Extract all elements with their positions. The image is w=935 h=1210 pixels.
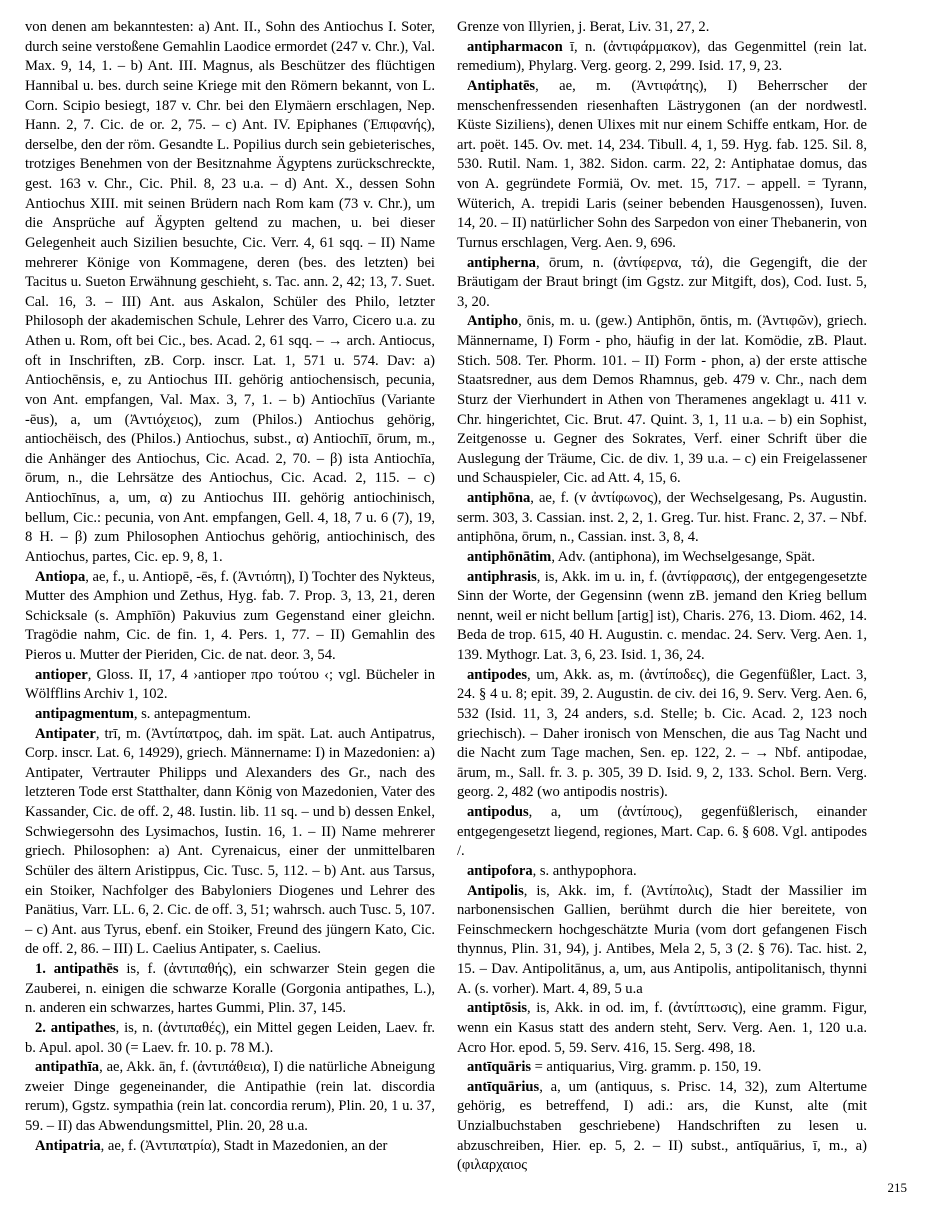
entry-text: antiptōsis, is, Akk. in od. im, f. (ἀντίπτωσις), eine gramm. Figur, wenn ein Kasus statt des andern steht, Serv. Verg. Aen. 1, 120 u.a. Acro Hor. epod. 5, 59. Serv. 416, 15. Serg. 498, 18. [457,1000,867,1056]
entry-antipharmacon [457,38,867,77]
entry-text: Antipolis, is, Akk. im, f. (Ἀντίπολις), Stadt der Massilier im narbonensischen Gallien, berühmt durch die hier bereitete, von Feinschmeckern hochgeschätzte Muria (vom dort gefangenen Fisch thynnus, Plin. 31, 94), j. Antibes, Mela 2, 5, 3 (2. § 76). Tac. hist. 2, 15. – Dav. Antipolitānus, a, um, aus Antipolis, antipolitanisch, thynni A. (s. vorher). Mart. 4, 89, 5 u.a [457,882,867,997]
page-number: 215 [887,1180,907,1195]
entry-text: antioper, Gloss. II, 17, 4 ›antioper προ τούτου ‹; vgl. Bücheler in Wölfflins Archiv 1, 102. [25,666,435,703]
entry-text: von denen am bekanntesten: a) Ant. II., Sohn des Antiochus I. Soter, durch seine verstoßene Gemahlin Laodice ermordet (247 v. Chr.), Val. Max. 9, 14, 1. – b) Ant. III. Magnus, als Beschützer des flüchtigen Hannibal u. bes. durch seine Kriege mit den Römern bekannt, von L. Corn. Scipio besiegt, 187 v. Chr. bei den Elymäern erschlagen, Nep. Hann. 2, 7. Cic. de or. 2, 75. – c) Ant. IV. Epiphanes (Ἐπιφανής), derselbe, den der röm. Gesandte L. Popilius durch sein gebieterisches, trotziges Benehmen von der Besitznahme Ägyptens zurückschreckte, gest. 163 v. Chr., Cic. Phil. 8, 23 u.a. – d) Ant. X., dessen Sohn Antiochus XIII. mit seinen Brüdern nach Rom kam (73 v. Chr.), um die Ansprüche auf Ägypten geltend zu machen, u. bei dieser Gelegenheit auch Sizilien besuchte, Cic. Verr. 4, 61 sqq. – II) Name mehrerer Könige von Kommagene, deren (bes. des letzten) bei Tacitus u. Sueton Erwähnung geschieht, s. Tac. ann. 2, 42; 13, 7. Suet. Cal. 16, 3. – III) Ant. aus Askalon, Schüler des Philo, letzter Philosoph der akademischen Schule, Lehrer des Varro, Cicero u.a. zu Athen u. Rom, oft bei Cic., bes. Acad. 2, 61 sqq. – → arch. Antiocus, oft in Inschriften, zB. Corp. inscr. Lat. 1, 571 u. 574. Dav: a) Antiochēnsis, e, zu Antiochus III. gehörig antiochensisch, pecunia, von Ant. empfangen, Val. Max. 3, 7, 1. – b) Antiochīus (Variante -ēus), a, um (Ἀντιόχειος), zum (Philos.) Antiochus gehörig, antiochëisch, des (Philos.) Antiochus, subst., α) Antiochīī, ōrum, m., die Anhänger des Antiochus, Cic. Acad. 2, 70. – β) ista Antiochīa, ōrum, n., die Lehrsätze des Antiochus, Cic. Acad. 2, 115. – c) Antiochīnus, a, um, α) zu Antiochus III. gehörig antiochinisch, bellum, Cic.: pecunia, von Ant. empfangen, Gell. 4, 18, 7 u. 6 (7), 19, 8 H. – β) zum Philosophen Antiochus gehörig, antiochinisch, des Antiochus, partes, Cic. ep. 9, 8, 1. [25,19,435,565]
entry-antipatria [25,1137,435,1157]
entry-antipatria-continued [457,18,867,38]
entry-text: antiphōna, ae, f. (v ἀντίφωνος), der Wechselgesang, Ps. Augustin. serm. 303, 3. Cassian. inst. 2, 2, 1. Greg. Tur. hist. Franc. 2, 37. – Nbf. antiphōna, ōrum, n., Cassian. inst. 3, 8, 4. [457,490,867,546]
entry-antiphates [457,77,867,254]
entry-text: antipathīa, ae, Akk. ān, f. (ἀντιπάθεια), I) die natürliche Abneigung zweier Dinge gegeneinander, die Antipathie (rein lat. discordia rerum), Ggstz. sympathia (rein lat. concordia rerum), Plin. 20, 1 u. 37, 59. – II) das Abwendungsmittel, Plin. 20, 28 u.a. [25,1059,435,1134]
entry-antiptosis [457,999,867,1058]
entry-text: Antipatria, ae, f. (Ἀντιπατρία), Stadt in Mazedonien, an der [35,1137,388,1154]
entry-antiphrasis [457,568,867,666]
entry-antipolis [457,882,867,1000]
entry-antiphonatim [457,548,867,568]
entry-text: antipharmacon ī, n. (ἀντιφάρμακον), das Gegenmittel (rein lat. remedium), Phylarg. Verg. georg. 2, 299. Isid. 17, 9, 23. [457,38,867,75]
entry-text: antīquāris = antiquarius, Virg. gramm. p. 150, 19. [467,1059,762,1076]
entry-text: antipofora, s. anthypophora. [467,862,637,879]
entry-text: antīquārius, a, um (antiquus, s. Prisc. 14, 32), zum Altertume gehörig, es betreffend, I) adi.: ars, die Kunst, alte (mit Unzialbuchstaben geschriebene) Handschriften zu lesen u. abzuschreiben, Hier. ep. 5, 2. – II) subst., antīquārius, ī, m., a) (φιλαρχαιος [457,1078,867,1174]
entry-text: Antiphatēs, ae, m. (Ἀντιφάτης), I) Beherrscher der menschenfressenden riesenhaften Lästrygonen (an der nordwestl. Küste Siziliens), denen Ulixes mit nur einem Schiffe entkam, Hor. de art. poët. 145. Ov. met. 14, 234. Tibull. 4, 1, 59. Hyg. fab. 125. Sil. 8, 530. Rutil. Nam. 1, 382. Sidon. carm. 22, 2: Antiphatae domus, das von A. gegründete Formiä, Ov. met. 15, 717. – appell. = Tyrann, Wüterich, A. trepidi Laris (seiner bebenden Hausgenossen), Iuven. 14, 20. – II) natürlicher Sohn des Sarpedon von einer Thebanerin, von Turnus erschlagen, Verg. Aen. 9, 696. [457,77,867,251]
entry-text: Antipho, ōnis, m. u. (gew.) Antiphōn, ōntis, m. (Ἀντιφῶν), griech. Männername, I) Form - pho, häufig in der lat. Komödie, zB. Plaut. Stich. 508. Ter. Phorm. 101. – II) Form - phon, a) der erste attische Staatsredner, aus dem Demos Rhamnus, geb. 479 v. Chr., nach dem Sturz der Vierhundert in Athen von Theramenes angeklagt u. 411 v. Chr. hingerichtet, Cic. Brut. 47. Quint. 3, 1, 11 u.a. – b) ein Sophist, Zeitgenosse u. Gegner des Sokrates, Verf. einer Schrift über die Auslegung der Träume, Cic. de div. 1, 39 u.a. – c) ein Freigelassener und Schauspieler, Cic. ad Att. 4, 15, 6. [457,313,867,487]
entry-antipodus [457,803,867,862]
entry-antipho [457,312,867,489]
entry-antipathia [25,1058,435,1137]
entry-text: antipherna, ōrum, n. (ἀντίφερνα, τά), die Gegengift, die der Bräutigam der Braut bringt (im Ggstz. zur Mitgift, dos), Cod. Iust. 5, 3, 20. [457,254,867,310]
entry-antipagmentum [25,705,435,725]
entry-antiochus-continued [25,18,435,568]
entry-antiopa [25,568,435,666]
page-columns [25,18,910,1174]
entry-antipodes [457,666,867,803]
entry-antipater [25,725,435,961]
entry-antipherna [457,254,867,313]
entry-text: Antipater, trī, m. (Ἀντίπατρος, dah. im spät. Lat. auch Antipatrus, Corp. inscr. Lat. 6, 14929), griech. Männername: I) in Mazedonien: a) Antipater, Vertrauter Philipps und Alexanders des Gr., nach des letzteren Tode erst Statthalter, dann König von Mazedonien, Vater des Kassander, Cic. de off. 2, 48. Iustin. lib. 11 sq. – und b) dessen Enkel, Schwiegersohn des Lysimachos, Iustin. 16, 1. – II) Name mehrerer griech. Philosophen: a) Ant. Cyrenaicus, einer der unmittelbaren Schüler des ältern Aristippus, Cic. Tusc. 5, 112. – b) Ant. aus Tarsus, ein Stoiker, Nachfolger des Babyloniers Diogenes und Lehrer des Panätius, Varr. LL. 6, 2. Cic. de off. 3, 51; wahrsch. auch Tusc. 5, 107. – c) Ant. aus Tyrus, ebenf. ein Stoiker, Freund des jüngern Kato, Cic. de off. 2, 86. – III) L. Caelius Antipater, s. Caelius. [25,725,435,958]
entry-text: antiphōnātim, Adv. (antiphona), im Wechselgesange, Spät. [467,548,816,565]
entry-text: antipodus, a, um (ἀντίπους), gegenfüßlerisch, einander entgegengesetzt liegend, regiones, Mart. Cap. 6. § 608. Vgl. antipodes /. [457,804,867,860]
entry-antiquaris [457,1058,867,1078]
entry-text: antipodes, um, Akk. as, m. (ἀντίποδες), die Gegenfüßler, Lact. 3, 24. § 4 u. 8; epit. 39, 2. Augustin. de civ. dei 16, 9. Serv. Verg. Aen. 6, 532 (Isid. 11, 3, 24 anders, s.d. Stelle; b. Cic. Acad. 2, 123 noch griechisch). – Daher ironisch von Menschen, die aus Tag Nacht und die Nacht zum Tage machen, Sen. ep. 122, 2. – → Nbf. antipodae, ārum, m., Sall. fr. 3. p. 305, 39 D. Isid. 9, 2, 133. Schol. Bern. Verg. georg. 2, 482 (wo antipodis nostris). [457,666,867,801]
entry-text: Grenze von Illyrien, j. Berat, Liv. 31, 27, 2. [457,19,710,35]
entry-antipofora [457,862,867,882]
right-column [457,18,867,1174]
entry-text: antiphrasis, is, Akk. im u. in, f. (ἀντίφρασις), der entgegengesetzte Sinn der Worte, der Gegensinn (wenn zB. jemand den Krieg bellum nennt, weil er nicht bellum [artig] ist), Charis. 276, 13. Diom. 462, 14. Beda de trop. 615, 40 H. Augustin. c. mendac. 24. Serv. Verg. Aen. 1, 139. Mythogr. Lat. 3, 6, 23. Isid. 1, 36, 24. [457,568,867,663]
entry-antipathes-2 [25,1019,435,1058]
entry-text: 1. antipathēs is, f. (ἀντιπαθής), ein schwarzer Stein gegen die Zauberei, n. einigen die schwarze Koralle (Gorgonia antipathes, L.), n. anderen ein schwarzes, hartes Gummi, Plin. 37, 145. [25,961,435,1017]
left-column [25,18,435,1168]
entry-antioper [25,666,435,705]
entry-antiquarius [457,1078,867,1176]
entry-antipathes-1 [25,960,435,1019]
entry-text: 2. antipathes, is, n. (ἀντιπαθές), ein Mittel gegen Leiden, Laev. fr. b. Apul. apol. 30 (= Laev. fr. 10. p. 78 M.). [25,1019,436,1056]
entry-antiphona [457,489,867,548]
entry-text: Antiopa, ae, f., u. Antiopē, -ēs, f. (Ἀντιόπη), I) Tochter des Nykteus, Mutter des Amphion und Zethus, Hyg. fab. 7. Prop. 3, 13, 21, deren Schicksale (s. Amphīōn) Pakuvius zum Gegenstand einer gleichn. Tragödie nahm, Cic. de fin. 1, 4. Pers. 1, 77. – II) Gemahlin des Pieros u. Mutter der Pieriden, Cic. de nat. deor. 3, 54. [25,568,435,663]
entry-text: antipagmentum, s. antepagmentum. [35,705,251,722]
